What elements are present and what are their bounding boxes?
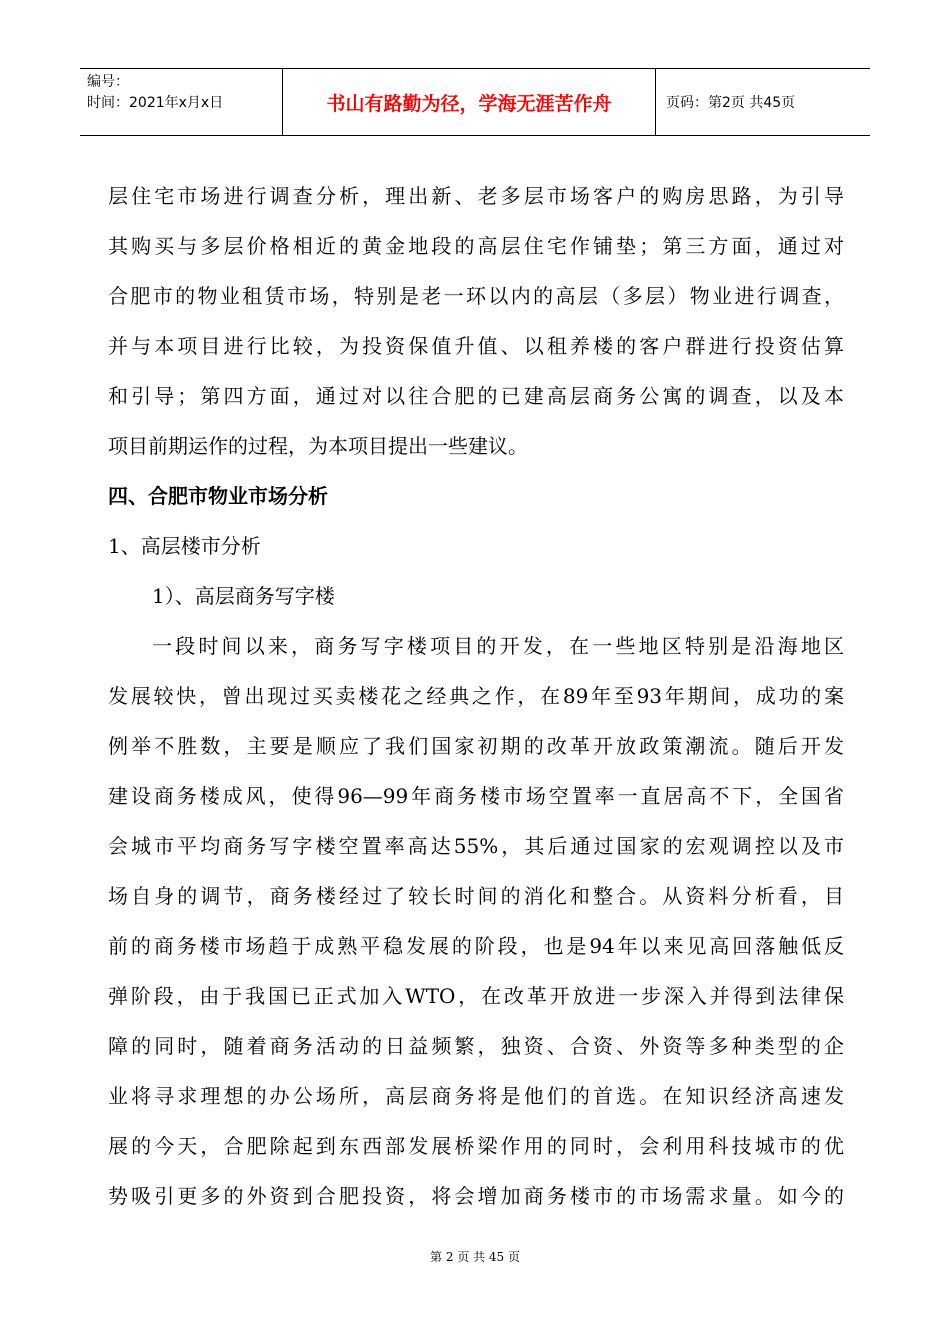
- body-line: 和引导；第四方面，通过对以往合肥的已建高层商务公寓的调查，以及本: [108, 384, 844, 408]
- body-line: 障的同时，随着商务活动的日益频繁，独资、合资、外资等多种类型的企: [108, 1034, 844, 1058]
- header-time-label: 时间：2021年x月x日: [87, 95, 224, 111]
- header-number-label: 编号：: [87, 74, 129, 90]
- body-line: 并与本项目进行比较，为投资保值升值、以租养楼的客户群进行投资估算: [108, 334, 844, 358]
- body-line: 弹阶段，由于我国已正式加入WTO，在改革开放进一步深入并得到法律保: [108, 984, 844, 1008]
- body-line: 层住宅市场进行调查分析，理出新、老多层市场客户的购房思路，为引导: [108, 184, 844, 208]
- body-line: 前的商务楼市场趋于成熟平稳发展的阶段，也是94年以来见高回落触低反: [108, 934, 844, 958]
- sub-subsection-heading: 1）、高层商务写字楼: [152, 584, 335, 608]
- body-line: 业将寻求理想的办公场所，高层商务将是他们的首选。在知识经济高速发: [108, 1084, 844, 1108]
- body-line: 场自身的调节，商务楼经过了较长时间的消化和整合。从资料分析看，目: [108, 884, 844, 908]
- page-header: [80, 68, 870, 136]
- document-body: [108, 171, 844, 1221]
- header-motto: 书山有路勤为径，学海无涯苦作舟: [283, 69, 656, 135]
- body-line: 会城市平均商务写字楼空置率高达55%，其后通过国家的宏观调控以及市: [108, 834, 844, 858]
- header-meta: [80, 69, 283, 135]
- body-line: 合肥市的物业租赁市场，特别是老一环以内的高层（多层）物业进行调查，: [108, 284, 844, 308]
- body-line: 展的今天，合肥除起到东西部发展桥梁作用的同时，会利用科技城市的优: [108, 1134, 844, 1158]
- section-heading: 四、合肥市物业市场分析: [108, 484, 328, 508]
- body-line: 项目前期运作的过程，为本项目提出一些建议。: [108, 434, 528, 458]
- body-line: 势吸引更多的外资到合肥投资，将会增加商务楼市的市场需求量。如今的: [108, 1184, 844, 1208]
- paragraph-first-line: 一段时间以来，商务写字楼项目的开发，在一些地区特别是沿海地区: [152, 634, 844, 658]
- page-footer: 第 2 页 共 45 页: [430, 1250, 520, 1264]
- body-line: 建设商务楼成风，使得96—99年商务楼市场空置率一直居高不下，全国省: [108, 784, 844, 808]
- body-line: 发展较快，曾出现过买卖楼花之经典之作，在89年至93年期间，成功的案: [108, 684, 844, 708]
- body-line: 其购买与多层价格相近的黄金地段的高层住宅作铺垫；第三方面，通过对: [108, 234, 844, 258]
- body-line: 例举不胜数，主要是顺应了我们国家初期的改革开放政策潮流。随后开发: [108, 734, 844, 758]
- subsection-heading: 1、高层楼市分析: [108, 534, 261, 558]
- header-page-info: 页码：第2页 共45页: [666, 95, 796, 111]
